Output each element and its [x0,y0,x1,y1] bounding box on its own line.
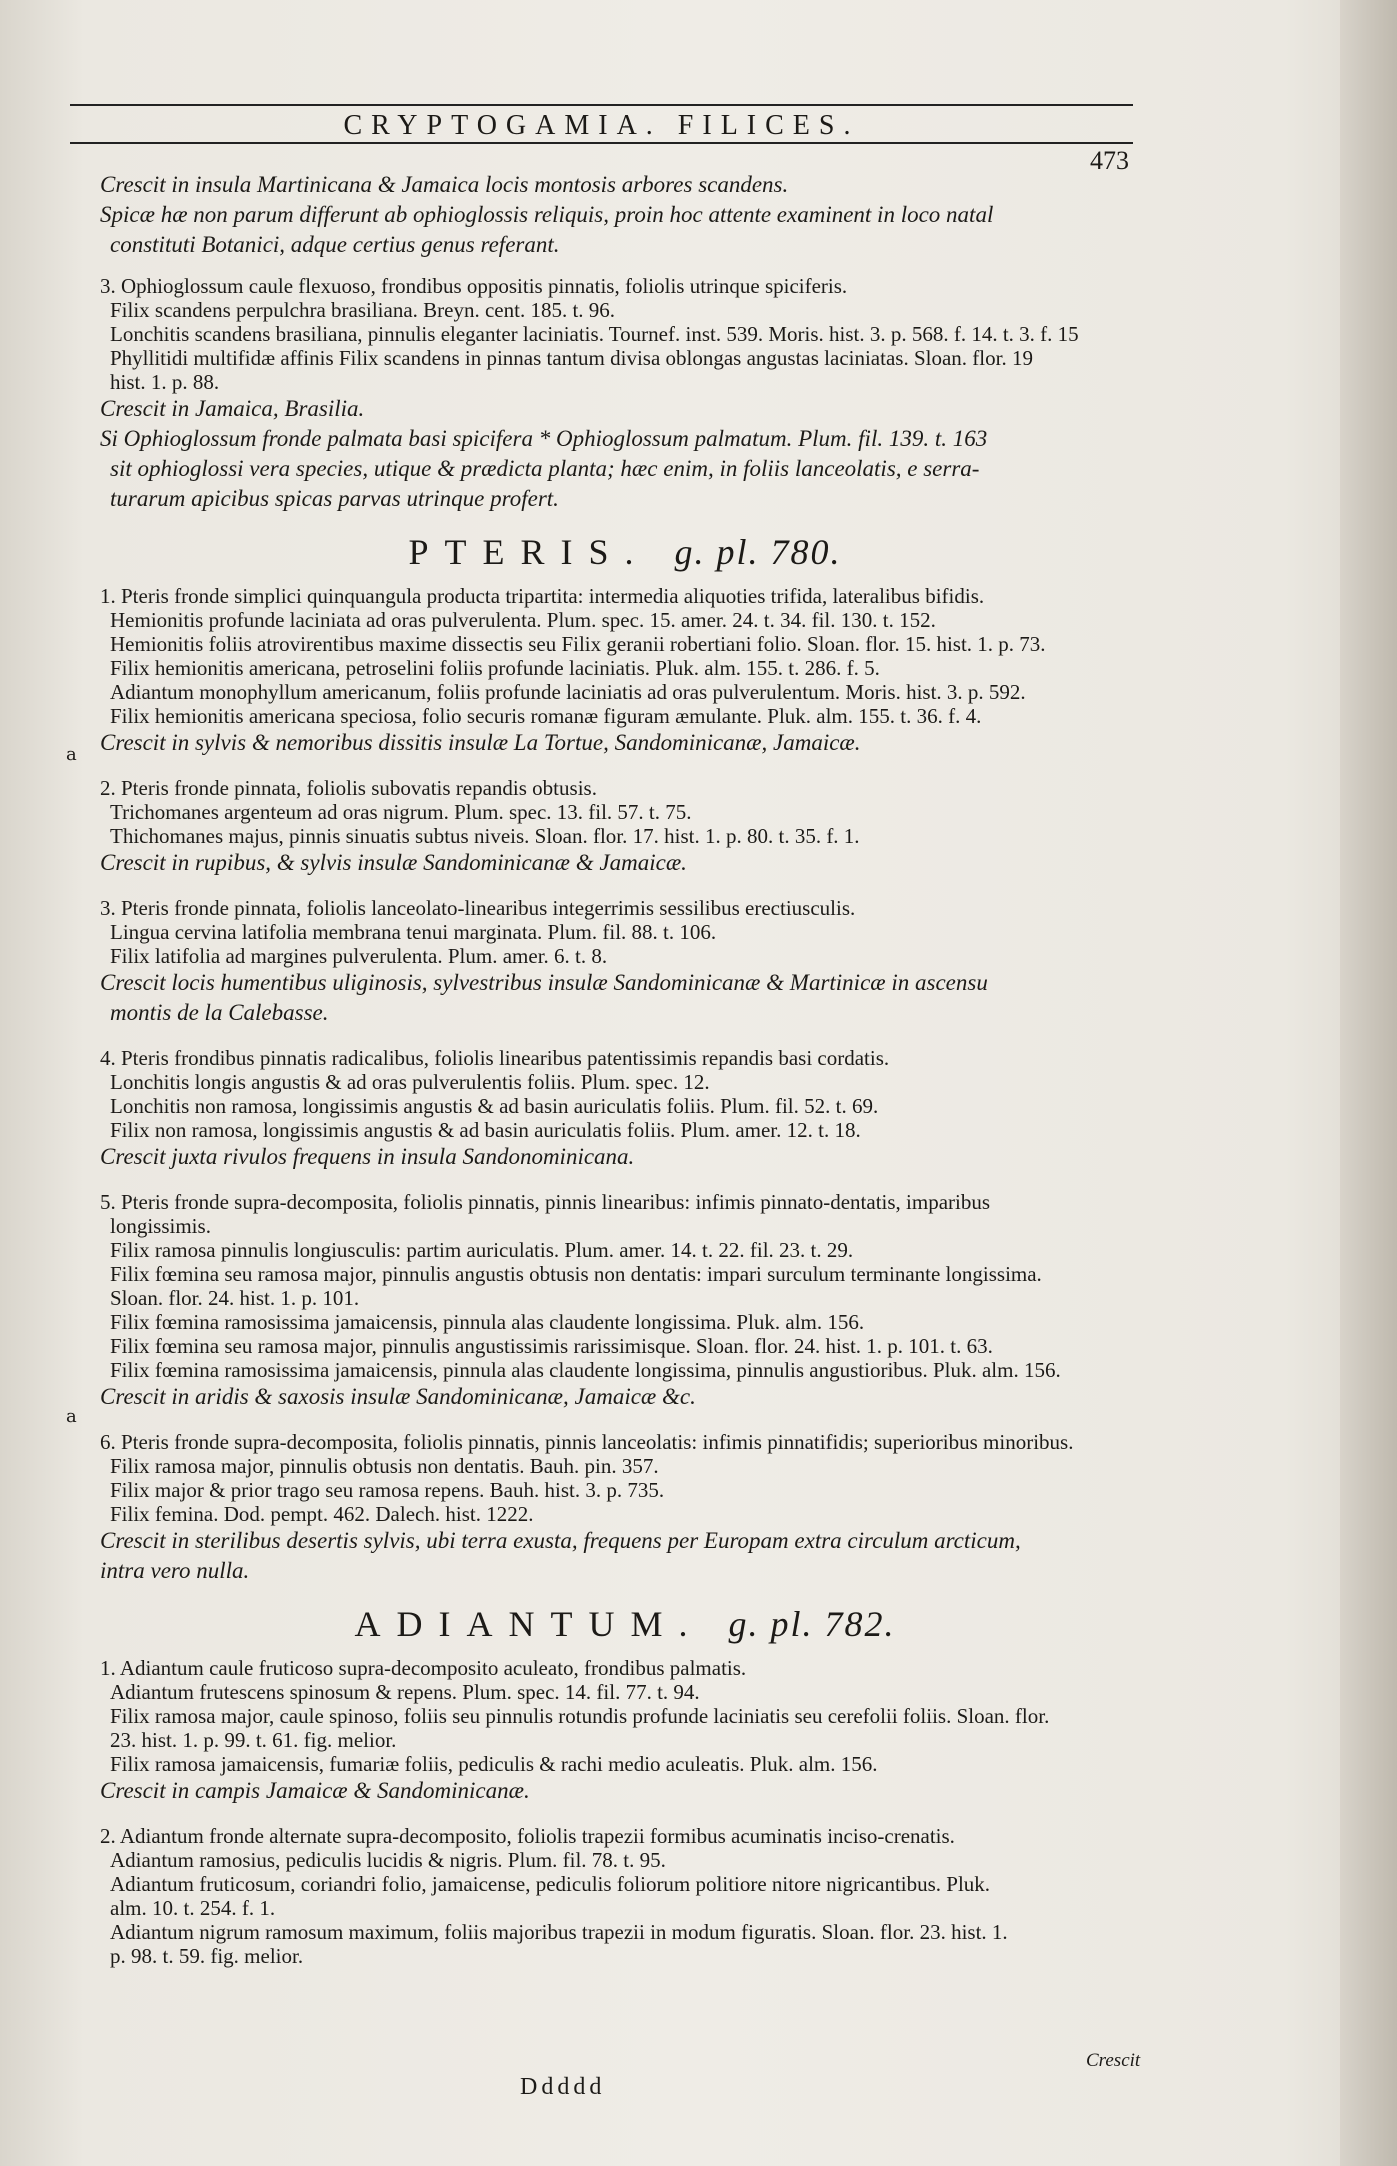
entry-lead-continued: longissimis. [110,1214,211,1238]
synonym-line: Hemionitis foliis atrovirentibus maxime dissectis seu Filix geranii robertiani folio. Sloan. flor. 15. hist. 1. p. 73. [110,632,1046,656]
synonym-line: hist. 1. p. 88. [110,370,220,394]
habitat-line: Crescit locis humentibus uliginosis, sylvestribus insulæ Sandominicanæ & Martinicæ in ascensu [100,970,988,995]
habitat-line: Crescit in sylvis & nemoribus dissitis insulæ La Tortue, Sandominicanæ, Jamaicæ. [100,730,861,755]
synonym-line: Filix ramosa major, caule spinoso, foliis seu pinnulis rotundis profunde laciniatis seu cerefolii foliis. Sloan. flor. [110,1704,1050,1728]
synonym-line: Filix ramosa pinnulis longiusculis: partim auriculatis. Plum. amer. 14. t. 22. fil. 23. t. 29. [110,1238,854,1262]
header-rule-bottom [70,142,1133,144]
pteris-entry-4 [100,1046,1150,1172]
adiantum-entry-2 [100,1824,1150,1968]
page-number: 473 [1090,146,1129,175]
synonym-line: Lonchitis scandens brasiliana, pinnulis eleganter laciniatis. Tournef. inst. 539. Moris. hist. 3. p. 568. f. 14. t. 3. f. 15 [110,322,1079,346]
entry-lead: 3. Pteris fronde pinnata, foliolis lanceolato-linearibus integerrimis sessilibus erectiusculis. [100,896,856,920]
habitat-line: Crescit in Jamaica, Brasilia. [100,396,365,421]
synonym-line: Thichomanes majus, pinnis sinuatis subtus niveis. Sloan. flor. 17. hist. 1. p. 80. t. 35. f. 1. [110,824,860,848]
synonym-line: Phyllitidi multifidæ affinis Filix scandens in pinnas tantum divisa oblongas angustas laciniatas. Sloan. flor. 19 [110,346,1033,370]
synonym-line: Filix fœmina seu ramosa major, pinnulis angustis obtusis non dentatis: impari surculum terminante longissima. [110,1262,1042,1286]
synonym-line: Adiantum frutescens spinosum & repens. Plum. spec. 14. fil. 77. t. 94. [110,1680,700,1704]
habitat-line: Crescit in sterilibus desertis sylvis, ubi terra exusta, frequens per Europam extra circulum arcticum, [100,1528,1021,1553]
pteris-entry-6 [100,1430,1150,1586]
habitat-line: intra vero nulla. [100,1558,250,1583]
marginal-mark: a [66,1406,77,1427]
signature-mark: Ddddd [520,2074,606,2100]
entry-lead: 3. Ophioglossum caule flexuoso, frondibus oppositis pinnatis, foliolis utrinque spiciferis. [100,274,848,298]
entry-lead: 4. Pteris frondibus pinnatis radicalibus, foliolis linearibus patentissimis repandis basi cordatis. [100,1046,890,1070]
synonym-line: p. 98. t. 59. fig. melior. [110,1944,304,1968]
running-head: CRYPTOGAMIA. FILICES. [343,110,860,141]
synonym-line: Filix hemionitis americana speciosa, folio securis romanæ figuram æmulante. Pluk. alm. 155. t. 36. f. 4. [110,704,982,728]
pteris-entry-3 [100,896,1150,1028]
genus-heading-pteris [100,532,1150,572]
page-gutter [1340,0,1397,2166]
synonym-line: Filix ramosa jamaicensis, fumariæ foliis, pediculis & rachi medio aculeatis. Pluk. alm. 156. [110,1752,878,1776]
synonym-line: Filix fœmina ramosissima jamaicensis, pinnula alas claudente longissima, pinnulis angustioribus. Pluk. alm. 156. [110,1358,1061,1382]
synonym-line: Adiantum nigrum ramosum maximum, foliis majoribus trapezii in modum figuratis. Sloan. flor. 23. hist. 1. [110,1920,1008,1944]
habitat-line: montis de la Calebasse. [110,1000,329,1025]
synonym-line: Filix fœmina ramosissima jamaicensis, pinnula alas claudente longissima. Pluk. alm. 156. [110,1310,865,1334]
ophioglossum-entry-3 [100,274,1150,514]
habitat-line: Crescit in campis Jamaicæ & Sandominicanæ. [100,1778,530,1803]
header-rule-top [70,104,1133,106]
note-line: turarum apicibus spicas parvas utrinque profert. [110,486,559,511]
entry-lead: 1. Adiantum caule fruticoso supra-decomposito aculeato, frondibus palmatis. [100,1656,747,1680]
genus-heading-adiantum [100,1604,1150,1644]
synonym-line: Hemionitis profunde laciniata ad oras pulverulenta. Plum. spec. 15. amer. 24. t. 34. fil. 130. t. 152. [110,608,936,632]
text-line: constituti Botanici, adque certius genus referant. [110,232,560,257]
pteris-entry-1 [100,584,1150,758]
synonym-line: Trichomanes argenteum ad oras nigrum. Plum. spec. 13. fil. 57. t. 75. [110,800,692,824]
note-line: sit ophioglossi vera species, utique & prædicta planta; hæc enim, in foliis lanceolatis, e serra- [110,456,980,481]
genus-reference: g. pl. 782. [728,1604,896,1644]
synonym-line: Filix latifolia ad margines pulverulenta. Plum. amer. 6. t. 8. [110,944,608,968]
adiantum-entry-1 [100,1656,1150,1806]
pteris-entry-5 [100,1190,1150,1412]
synonym-line: Filix femina. Dod. pempt. 462. Dalech. hist. 1222. [110,1502,534,1526]
synonym-line: Filix hemionitis americana, petroselini foliis profunde laciniatis. Pluk. alm. 155. t. 286. f. 5. [110,656,880,680]
synonym-line: Filix scandens perpulchra brasiliana. Breyn. cent. 185. t. 96. [110,298,616,322]
text-line: Spicæ hæ non parum differunt ab ophioglossis reliquis, proin hoc attente examinent in loco natal [100,202,994,227]
text-line: Crescit in insula Martinicana & Jamaica locis montosis arbores scandens. [100,172,789,197]
genus-name: ADIANTUM. [354,1604,704,1644]
synonym-line: Adiantum monophyllum americanum, foliis profunde laciniatis ad oras pulverulentum. Moris. hist. 3. p. 592. [110,680,1026,704]
synonym-line: Filix major & prior trago seu ramosa repens. Bauh. hist. 3. p. 735. [110,1478,665,1502]
synonym-line: Adiantum fruticosum, coriandri folio, jamaicense, pediculis foliorum politiore nitore nigricantibus. Pluk. [110,1872,991,1896]
synonym-line: Lingua cervina latifolia membrana tenui marginata. Plum. fil. 88. t. 106. [110,920,717,944]
synonym-line: alm. 10. t. 254. f. 1. [110,1896,276,1920]
synonym-line: 23. hist. 1. p. 99. t. 61. fig. melior. [110,1728,397,1752]
synonym-line: Filix fœmina seu ramosa major, pinnulis angustissimis rarissimisque. Sloan. flor. 24. hist. 1. p. 101. t. 63. [110,1334,993,1358]
note-line: Si Ophioglossum fronde palmata basi spicifera * Ophioglossum palmatum. Plum. fil. 139. t. 163 [100,426,988,451]
synonym-line: Filix ramosa major, pinnulis obtusis non dentatis. Bauh. pin. 357. [110,1454,659,1478]
entry-lead: 1. Pteris fronde simplici quinquangula producta tripartita: intermedia aliquoties trifida, lateralibus bifidis. [100,584,985,608]
entry-lead: 2. Adiantum fronde alternate supra-decomposito, foliolis trapezii formibus acuminatis inciso-crenatis. [100,1824,955,1848]
page-body [100,170,1150,1968]
catchword: Crescit [1086,2050,1141,2071]
genus-name: PTERIS. [408,532,650,572]
synonym-line: Lonchitis non ramosa, longissimis angustis & ad basin auriculatis foliis. Plum. fil. 52. t. 69. [110,1094,879,1118]
entry-lead: 2. Pteris fronde pinnata, foliolis subovatis repandis obtusis. [100,776,597,800]
habitat-line: Crescit in aridis & saxosis insulæ Sandominicanæ, Jamaicæ &c. [100,1384,696,1409]
habitat-line: Crescit juxta rivulos frequens in insula Sandonominicana. [100,1144,635,1169]
synonym-line: Filix non ramosa, longissimis angustis & ad basin auriculatis foliis. Plum. amer. 12. t. 18. [110,1118,861,1142]
entry-lead: 5. Pteris fronde supra-decomposita, foliolis pinnatis, pinnis linearibus: infimis pinnato-dentatis, imparibus [100,1190,991,1214]
synonym-line: Adiantum ramosius, pediculis lucidis & nigris. Plum. fil. 78. t. 95. [110,1848,666,1872]
synonym-line: Sloan. flor. 24. hist. 1. p. 101. [110,1286,360,1310]
marginal-mark: a [66,744,77,765]
entry-lead: 6. Pteris fronde supra-decomposita, foliolis pinnatis, pinnis lanceolatis: infimis pinnatifidis; superioribus minoribus. [100,1430,1074,1454]
pteris-entry-2 [100,776,1150,878]
genus-reference: g. pl. 780. [674,532,842,572]
synonym-line: Lonchitis longis angustis & ad oras pulverulentis foliis. Plum. spec. 12. [110,1070,710,1094]
habitat-line: Crescit in rupibus, & sylvis insulæ Sandominicanæ & Jamaicæ. [100,850,687,875]
